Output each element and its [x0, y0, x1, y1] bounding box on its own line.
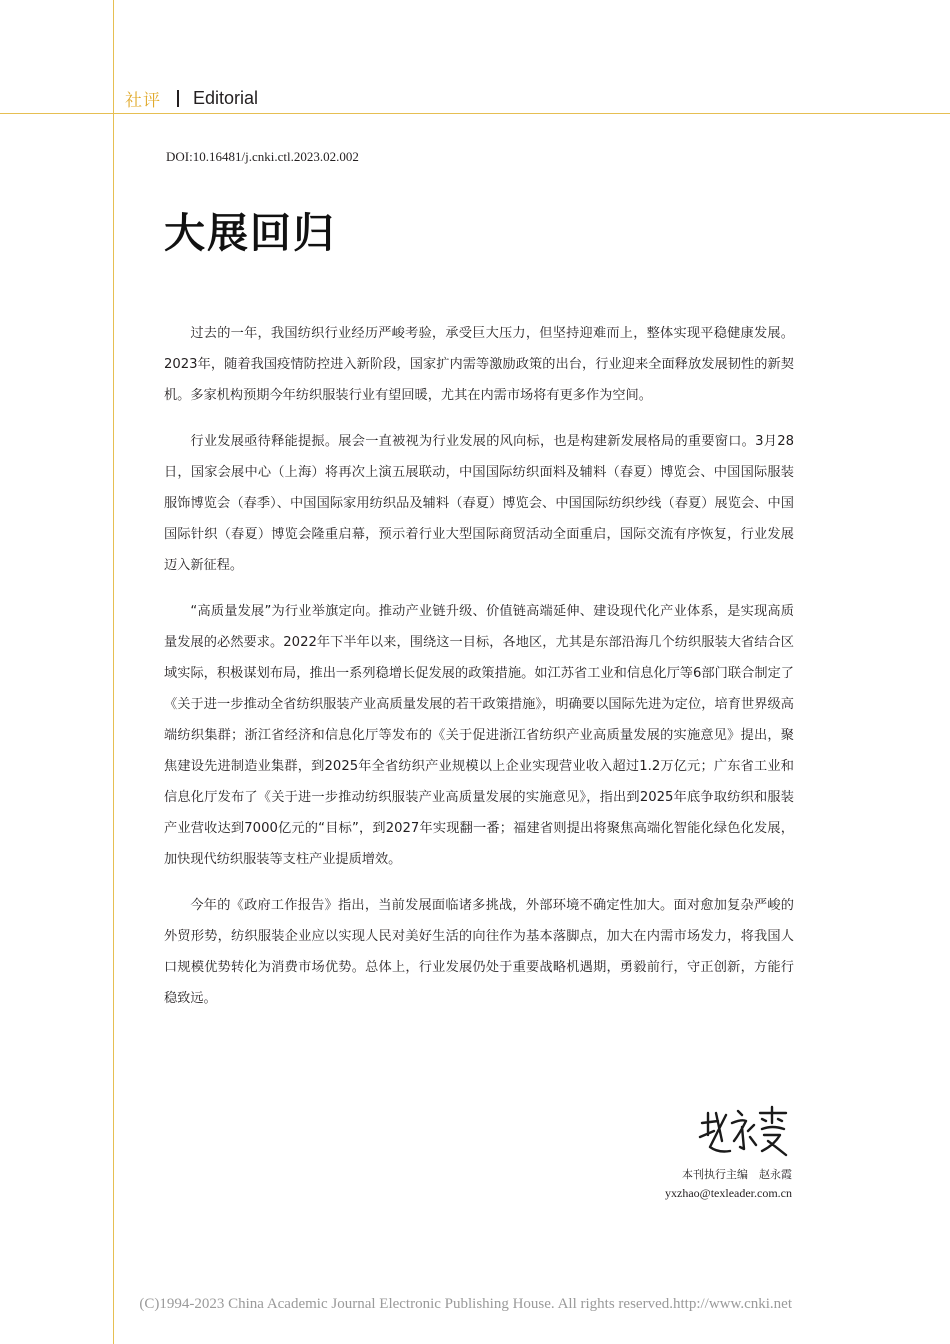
paragraph: 行业发展亟待释能提振。展会一直被视为行业发展的风向标，也是构建新发展格局的重要窗口。3月28日，国家会展中心（上海）将再次上演五展联动，中国国际纺织面料及辅料（春夏）博览会、中国国际服装服饰博览会（春季）、中国国际家用纺织品及辅料（春夏）博览会、中国国际纺织纱线（春夏）展览会、中国国际针织（春夏）博览会隆重启幕，预示着行业大型国际商贸活动全面重启，国际交流有序恢复，行业发展迈入新征程。 — [164, 434, 794, 573]
section-label-cn: 社评 — [125, 90, 161, 111]
article-body — [164, 318, 794, 1029]
paragraph: “高质量发展”为行业举旗定向。推动产业链升级、价值链高端延伸、建设现代化产业体系，是实现高质量发展的必然要求。2022年下半年以来，围绕这一目标，各地区，尤其是东部沿海几个纺织服装大省结合区域实际，积极谋划布局，推出一系列稳增长促发展的政策措施。如江苏省工业和信息化厅等6部门联合制定了《关于进一步推动全省纺织服装产业高质量发展的若干政策措施》，明确要以国际先进为定位，培育世界级高端纺织集群；浙江省经济和信息化厅等发布的《关于促进浙江省纺织产业高质量发展的实施意见》提出，聚焦建设先进制造业集群，到2025年全省纺织产业规模以上企业实现营业收入超过1.2万亿元；广东省工业和信息化厅发布了《关于进一步推动纺织服装产业高质量发展的实施意见》，指出到2025年底争取纺织和服装产业营收达到7000亿元的“目标”，到2027年实现翻一番；福建省则提出将聚焦高端化智能化绿色化发展，加快现代纺织服装等支柱产业提质增效。 — [164, 604, 794, 867]
article-title: 大展回归 — [164, 209, 336, 257]
section-divider — [177, 90, 179, 107]
signature-title: 本刊执行主编 赵永霞 — [682, 1168, 792, 1181]
paragraph: 今年的《政府工作报告》指出，当前发展面临诸多挑战，外部环境不确定性加大。面对愈加复杂严峻的外贸形势，纺织服装企业应以实现人民对美好生活的向往作为基本落脚点，加大在内需市场发力，将我国人口规模优势转化为消费市场优势。总体上，行业发展仍处于重要战略机遇期，勇毅前行，守正创新，方能行稳致远。 — [164, 898, 794, 1006]
signature-email[interactable]: yxzhao@texleader.com.cn — [665, 1186, 792, 1200]
header-horizontal-rule — [0, 113, 950, 114]
copyright-notice: (C)1994-2023 China Academic Journal Electronic Publishing House. All rights reserved. — [139, 1296, 673, 1312]
section-label-en: Editorial — [193, 87, 259, 108]
handwritten-signature — [696, 1101, 790, 1163]
margin-vertical-rule — [113, 0, 114, 1344]
doi-line: DOI:10.16481/j.cnki.ctl.2023.02.002 — [166, 149, 359, 164]
section-header — [125, 84, 258, 112]
footer — [139, 1296, 792, 1313]
paragraph: 过去的一年，我国纺织行业经历严峻考验，承受巨大压力，但坚持迎难而上，整体实现平稳健康发展。2023年，随着我国疫情防控进入新阶段，国家扩内需等激励政策的出台，行业迎来全面释放发展韧性的新契机。多家机构预期今年纺织服装行业有望回暖，尤其在内需市场将有更多作为空间。 — [164, 326, 794, 403]
footer-url[interactable]: http://www.cnki.net — [672, 1296, 792, 1312]
